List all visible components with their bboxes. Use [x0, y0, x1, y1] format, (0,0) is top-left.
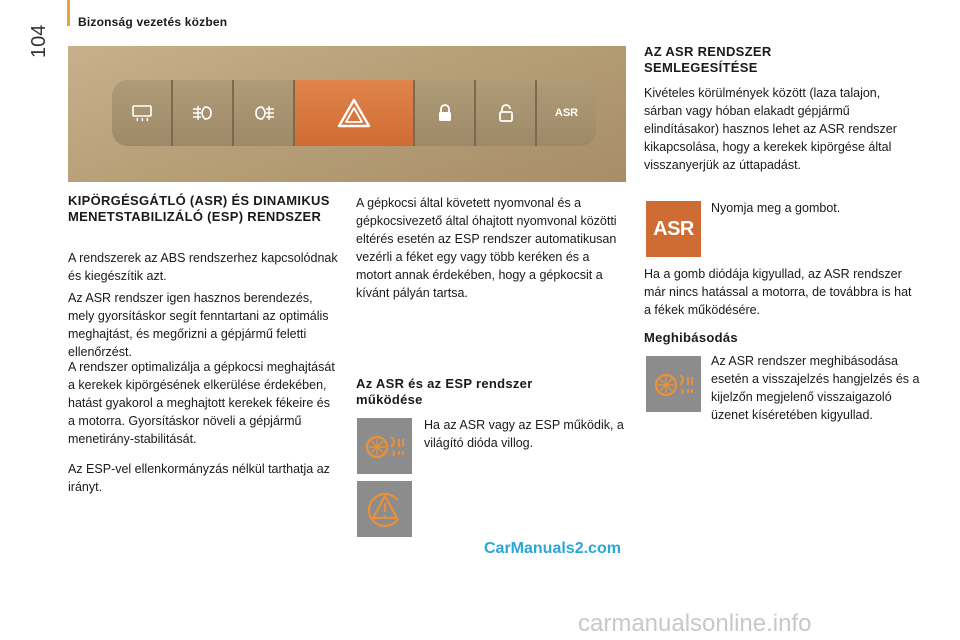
left-paragraph-1: A rendszerek az ABS rendszerhez kapcsolódnak és kiegészítik azt. — [68, 251, 338, 283]
rear-fog-button[interactable] — [234, 80, 295, 146]
fault-text: Az ASR rendszer meghibásodása esetén a visszajelzés hangjelzés és a kijelzőn megjelenő visszaigazoló üzenet kíséretében kigyullad. — [711, 354, 920, 422]
header-accent-bar — [67, 0, 70, 26]
hazard-triangle-icon — [337, 98, 371, 128]
asr-fault-indicator-icon — [652, 367, 696, 401]
fault-indicator-box — [646, 356, 701, 412]
rear-defrost-icon — [131, 104, 153, 122]
asr-esp-indicator-icon — [363, 429, 407, 463]
left-paragraph-4: Az ESP-vel ellenkormányzás nélkül tarthatja az irányt. — [68, 462, 330, 494]
hazard-indicator-box — [357, 481, 412, 537]
front-fog-button[interactable] — [173, 80, 234, 146]
middle-caption: Ha az ASR vagy az ESP működik, a világító dióda villog. — [424, 418, 624, 450]
asr-button-image — [646, 201, 701, 257]
esp-triangle-indicator-icon — [364, 490, 406, 528]
asr-esp-indicator-box — [357, 418, 412, 474]
unlock-icon — [497, 103, 515, 123]
watermark-carmanualsonline: carmanualsonline.info — [578, 610, 812, 637]
front-fog-icon — [191, 104, 215, 122]
right-paragraph-1: Kivételes körülmények között (laza talajon, sárban vagy hóban elakadt gépjármű elindításakor) hasznos lehet az ASR rendszer kikapcsolása, hogy a kerekek kipörgése által visszanyerjük az úttapadást. — [644, 86, 897, 172]
right-paragraph-2: Ha a gomb diódája kigyullad, az ASR rendszer már nincs hatással a motorra, de továbbra is hat a fékek működésére. — [644, 267, 912, 317]
asr-button-label: ASR — [653, 217, 694, 240]
fault-subheading: Meghibásodás — [644, 330, 738, 345]
switch-panel-photo — [68, 46, 626, 182]
rear-fog-icon — [252, 104, 276, 122]
lock-icon — [436, 103, 454, 123]
central-lock-button[interactable] — [415, 80, 476, 146]
left-heading: KIPÖRGÉSGÁTLÓ (ASR) ÉS DINAMIKUS MENETSTABILIZÁLÓ (ESP) RENDSZER — [68, 193, 330, 224]
right-heading: AZ ASR RENDSZER SEMLEGESÍTÉSE — [644, 44, 772, 75]
rear-defrost-button[interactable] — [112, 80, 173, 146]
middle-heading: Az ASR és az ESP rendszer működése — [356, 376, 533, 407]
child-lock-button[interactable] — [476, 80, 537, 146]
press-instruction: Nyomja meg a gombot. — [711, 201, 841, 215]
asr-panel-button[interactable] — [537, 80, 596, 146]
left-paragraph-2: Az ASR rendszer igen hasznos berendezés, mely gyorsításkor segít fenntartani az optimális meghajtást, és megőrizni a gépjármű feletti ellenőrzést. — [68, 291, 329, 359]
watermark-carmanuals2: CarManuals2.com — [484, 540, 621, 557]
section-header: Bizonság vezetés közben — [78, 15, 228, 29]
hazard-button[interactable] — [295, 80, 415, 146]
switch-strip — [112, 80, 596, 146]
asr-panel-label: ASR — [554, 107, 579, 119]
left-paragraph-3: A rendszer optimalizálja a gépkocsi meghajtását a kerekek kipörgésének elkerülése érdekében, hatást gyakorol a meghajtott kerekek fékeire és a motorra. Gyorsításkor növeli a gépjármű menetirány-stabilitását. — [68, 360, 335, 446]
middle-paragraph-1: A gépkocsi által követett nyomvonal és a gépkocsivezető által óhajtott nyomvonal közötti eltérés esetén az ESP rendszer automatikusan vezérli a féket egy vagy több keréken és a motort annak érdekében, hogy a gépkocsit a kívánt pályán tartsa. — [356, 196, 617, 300]
page-number: 104 — [28, 24, 50, 58]
